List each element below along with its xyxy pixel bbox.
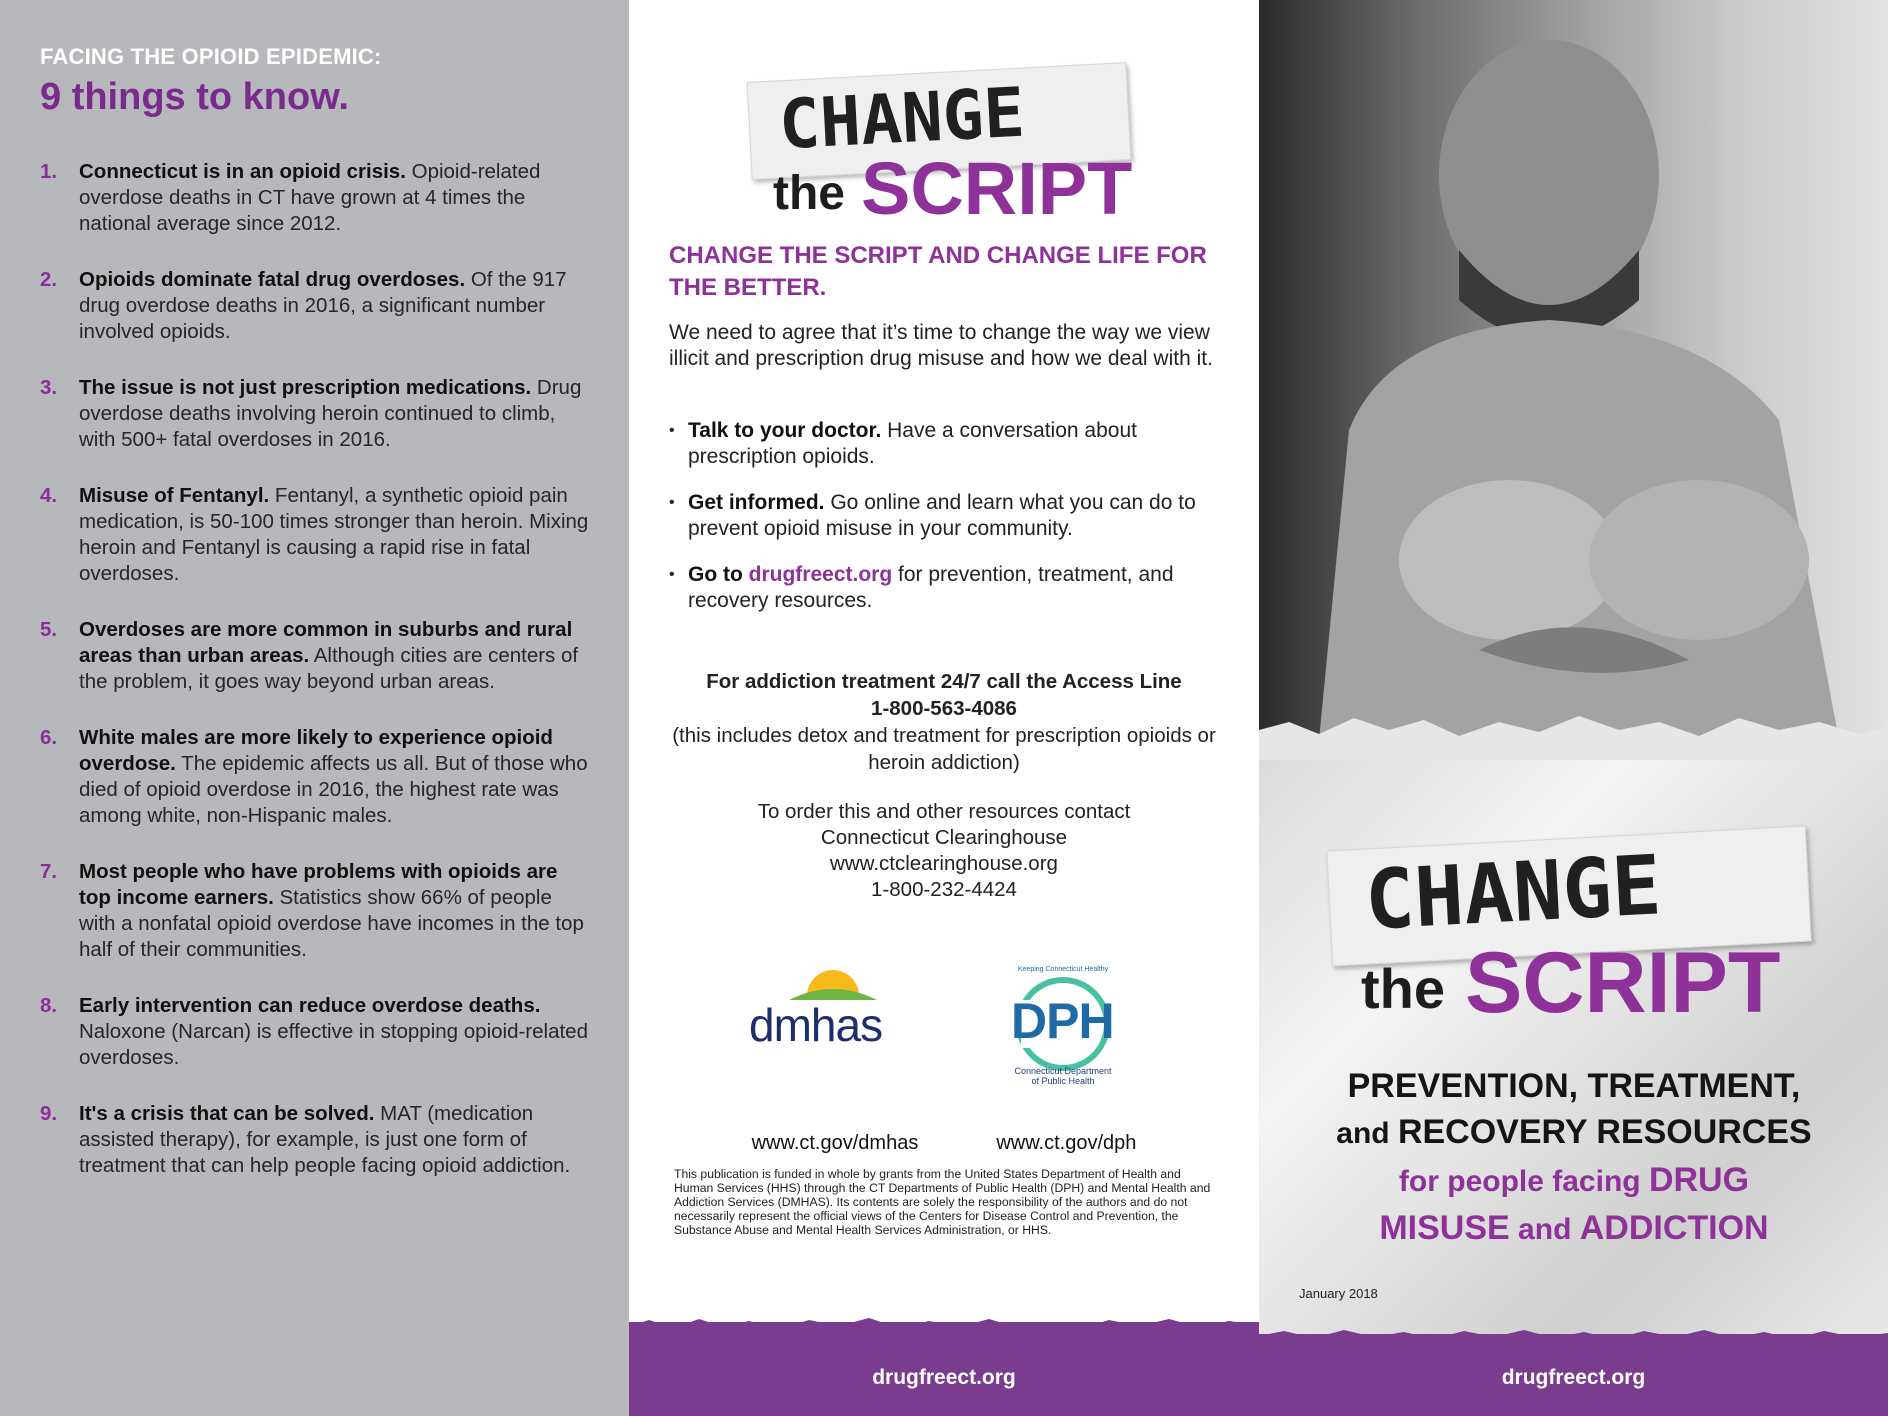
cover-line: ADDICTION: [1579, 1209, 1769, 1247]
publication-date: January 2018: [1299, 1286, 1378, 1301]
bullet-icon: •: [669, 494, 675, 511]
fact-number: 3.: [40, 376, 58, 399]
fact-number: 8.: [40, 994, 58, 1017]
fact-title: Early intervention can reduce overdose deaths.: [79, 994, 541, 1017]
fact-title: White males are more likely to experience opioid overdose.: [79, 726, 553, 775]
cover-logo: [1319, 810, 1839, 1040]
info-panel: [629, 0, 1259, 1416]
cover-tagline: PREVENTION, TREATMENT, and RECOVERY RESOURCES for people facing DRUG MISUSE and ADDICTION: [1279, 1063, 1869, 1253]
mid-heading: CHANGE THE SCRIPT AND CHANGE LIFE FOR THE BETTER.: [669, 242, 1207, 301]
logo-change-text: CHANGE: [1362, 838, 1664, 949]
fact-item: [40, 267, 589, 345]
facts-kicker: FACING THE OPIOID EPIDEMIC:: [40, 44, 382, 69]
bullet-icon: •: [669, 422, 675, 439]
access-line-phone[interactable]: 1-800-563-4086: [871, 697, 1017, 720]
fact-item: [40, 617, 589, 695]
fact-item: [40, 725, 589, 829]
logo-the-text: the: [1361, 957, 1445, 1020]
footer-url[interactable]: drugfreect.org: [1501, 1366, 1646, 1389]
mid-intro: We need to agree that it’s time to change the way we view illicit and prescription drug misuse and how we deal with it.: [669, 321, 1213, 370]
list-item: [669, 562, 1239, 614]
logo-script-text: SCRIPT: [861, 147, 1133, 230]
fact-text: Fentanyl, a synthetic opioid pain medication, is 50-100 times stronger than heroin. Mixing heroin and Fentanyl is causing a rapid rise in fatal overdoses.: [79, 484, 589, 585]
fact-text: Naloxone (Narcan) is effective in stopping opioid-related overdoses.: [79, 1020, 588, 1069]
bullet-text: Go online and learn what you can do to prevent opioid misuse in your community.: [688, 491, 1196, 540]
fact-item: [40, 993, 589, 1071]
fact-title: Connecticut is in an opioid crisis.: [79, 160, 406, 183]
agency-urls: [649, 1132, 1239, 1155]
fact-number: 4.: [40, 484, 58, 507]
fact-number: 5.: [40, 618, 58, 641]
fact-text: Drug overdose deaths involving heroin continued to climb, with 500+ fatal overdoses in 2016.: [79, 376, 582, 451]
bullet-title: Talk to your doctor.: [688, 419, 882, 442]
dmhas-url[interactable]: www.ct.gov/dmhas: [751, 1132, 919, 1154]
bullet-text: for prevention, treatment, and recovery resources.: [688, 563, 1174, 612]
bullet-icon: •: [669, 566, 675, 583]
dmhas-logo: [749, 960, 899, 1051]
fact-number: 6.: [40, 726, 58, 749]
dmhas-logo-text: dmhas: [749, 999, 883, 1051]
fact-title: It's a crisis that can be solved.: [79, 1102, 375, 1125]
fact-item: [40, 859, 589, 963]
logo-the-text: the: [773, 167, 845, 220]
clearinghouse-phone[interactable]: 1-800-232-4424: [871, 878, 1017, 901]
facts-list: [40, 159, 589, 1179]
access-line-title: For addiction treatment 24/7 call the Access Line: [706, 670, 1182, 693]
fact-title: Misuse of Fentanyl.: [79, 484, 270, 507]
access-line-block: [649, 668, 1239, 776]
clearinghouse-url[interactable]: www.ctclearinghouse.org: [830, 852, 1058, 875]
fact-number: 7.: [40, 860, 58, 883]
fact-number: 9.: [40, 1102, 58, 1125]
fact-item: [40, 375, 589, 453]
fact-text: Of the 917 drug overdose deaths in 2016, a significant number involved opioids.: [79, 268, 567, 343]
fact-number: 2.: [40, 268, 58, 291]
fact-number: 1.: [40, 160, 58, 183]
facts-panel: [0, 0, 629, 1416]
fact-text: MAT (medication assisted therapy), for example, is just one form of treatment that can help people facing opioid addiction.: [79, 1102, 571, 1177]
fact-title: Overdoses are more common in suburbs and rural areas than urban areas.: [79, 618, 573, 667]
fact-item: [40, 1101, 589, 1179]
funding-disclaimer: This publication is funded in whole by grants from the United States Department of Health and Human Services (HHS) through the CT Departments of Public Health (DPH) and Mental Health and Addiction Services (DMHAS). Its contents are solely the responsibility of the authors and do not necessarily represent the official views of the Centers for Disease Control and Prevention, the Substance Abuse and Mental Health Services Administration, or HHS.: [674, 1167, 1211, 1237]
dph-logo-text: DPH: [1011, 993, 1114, 1049]
fact-text: Opioid-related overdose deaths in CT have grown at 4 times the national average since 2012.: [79, 160, 541, 235]
cover-line: PREVENTION, TREATMENT,: [1347, 1067, 1801, 1105]
change-the-script-logo: [739, 50, 1139, 230]
logo-script-text: SCRIPT: [1465, 935, 1781, 1031]
list-item: [669, 490, 1239, 542]
access-line-note: (this includes detox and treatment for prescription opioids or heroin addiction): [672, 724, 1216, 774]
drugfreect-link[interactable]: drugfreect.org: [748, 563, 893, 586]
fact-title: Most people who have problems with opioids are top income earners.: [79, 860, 558, 909]
facts-headline: 9 things to know.: [40, 76, 349, 118]
fact-item: [40, 483, 589, 587]
cover-line: RECOVERY RESOURCES: [1397, 1113, 1812, 1151]
list-item: [669, 418, 1239, 470]
order-block: [649, 799, 1239, 903]
dph-sub-line2: of Public Health: [1031, 1076, 1095, 1086]
fact-text: Statistics show 66% of people with a nonfatal opioid overdose have incomes in the top half of their communities.: [79, 886, 584, 961]
dph-arc-text: Keeping Connecticut Healthy: [1017, 966, 1109, 973]
cover-photo: [1259, 0, 1888, 740]
fact-title: The issue is not just prescription medications.: [79, 376, 532, 399]
action-list: [669, 418, 1239, 634]
torn-edge-graphic: [1259, 1328, 1888, 1346]
dph-sub-line1: Connecticut Department: [1014, 1066, 1112, 1076]
fact-title: Opioids dominate fatal drug overdoses.: [79, 268, 466, 291]
bullet-title: Get informed.: [688, 491, 825, 514]
cover-panel: [1259, 0, 1888, 1416]
cover-line: MISUSE: [1379, 1209, 1510, 1247]
order-line: To order this and other resources contact: [757, 800, 1131, 823]
dph-url[interactable]: www.ct.gov/dph: [996, 1132, 1137, 1154]
dph-logo: [1001, 966, 1125, 1090]
bullet-text: Have a conversation about prescription opioids.: [688, 419, 1137, 468]
clearinghouse-name: Connecticut Clearinghouse: [820, 826, 1068, 849]
bullet-title: Go to: [688, 563, 749, 586]
man-portrait-image: [1259, 0, 1888, 740]
fact-text: Although cities are centers of the problem, it goes way beyond urban areas.: [79, 644, 579, 693]
fact-text: The epidemic affects us all. But of those who died of opioid overdose in 2016, the highest rate was among white, non-Hispanic males.: [79, 752, 588, 827]
cover-line: DRUG: [1648, 1161, 1750, 1199]
sun-icon: [749, 960, 899, 1000]
footer-url[interactable]: drugfreect.org: [872, 1366, 1016, 1389]
torn-paper-edge: [1259, 700, 1888, 760]
logo-change-text: CHANGE: [777, 73, 1027, 166]
torn-edge-graphic: [629, 1316, 1259, 1338]
fact-item: [40, 159, 589, 237]
